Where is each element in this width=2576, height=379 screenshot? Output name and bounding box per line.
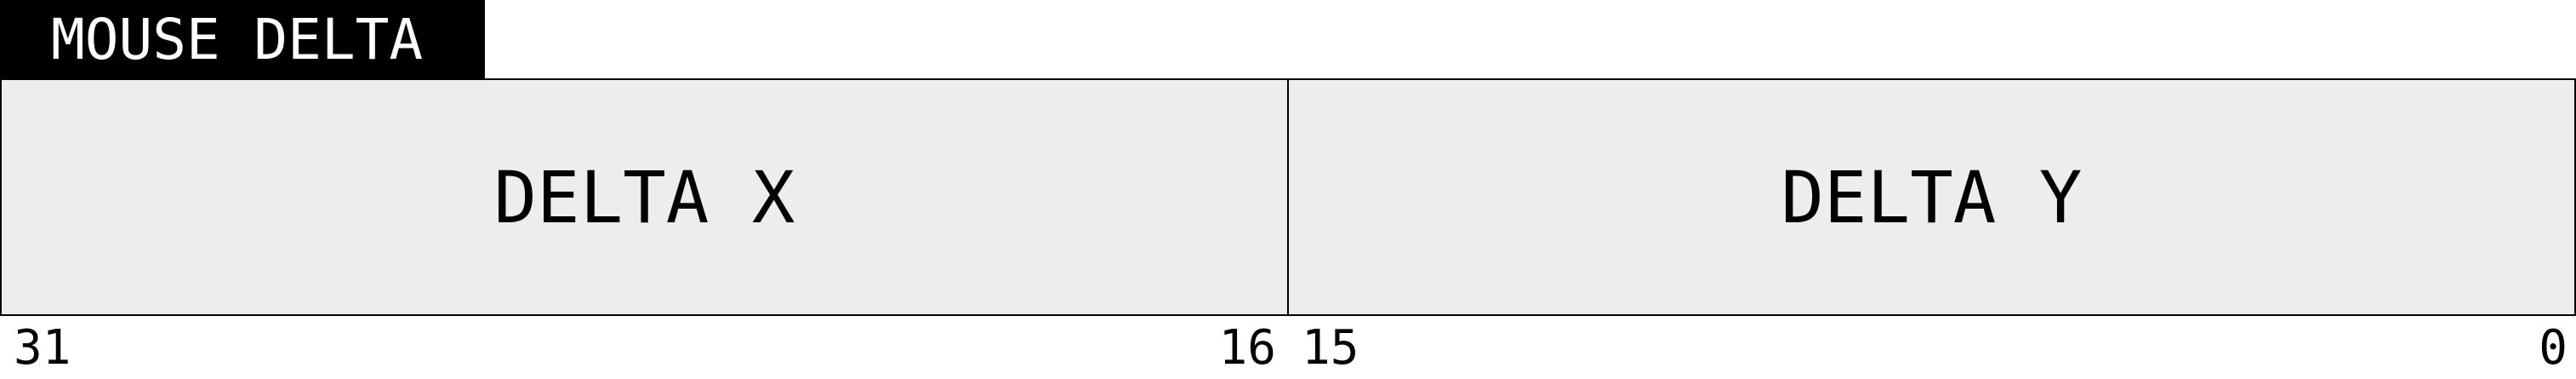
field-delta-x-label: DELTA X [493,155,795,239]
register-title: MOUSE DELTA [0,0,485,79]
bit-index-16: 16 [1218,320,1276,376]
register-layout [0,78,2576,316]
bit-index-15: 15 [1302,320,1359,376]
field-delta-y-label: DELTA Y [1781,155,2083,239]
field-delta-y [1289,78,2576,316]
bit-index-31: 31 [14,320,71,376]
field-delta-x [0,78,1289,316]
bit-index-0: 0 [2539,320,2567,376]
